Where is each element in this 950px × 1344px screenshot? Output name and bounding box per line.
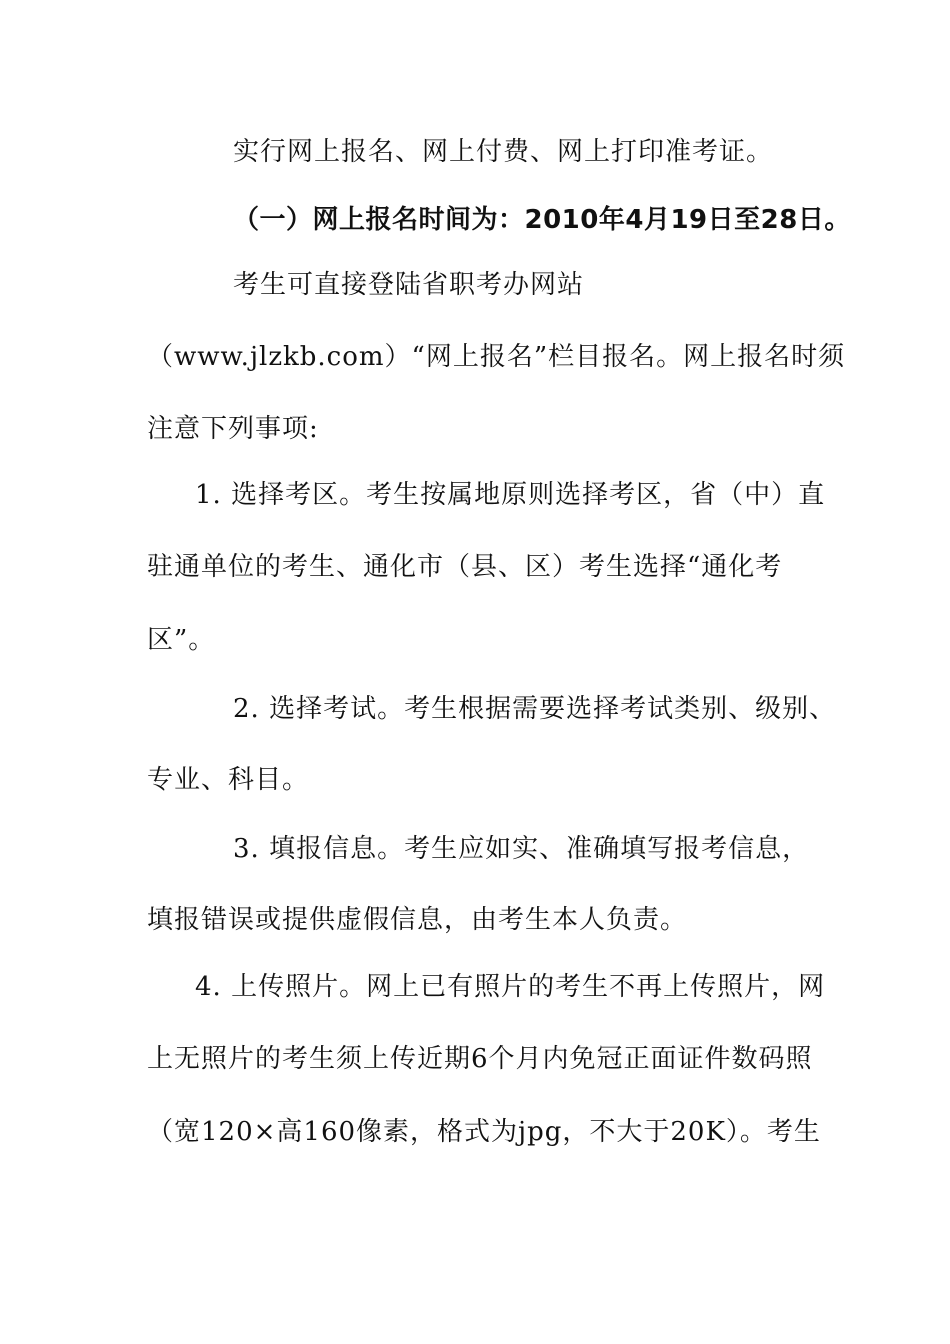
paragraph-line: （宽120×高160像素，格式为jpg，不大于20K）。考生 <box>147 1117 821 1147</box>
paragraph-line: 区”。 <box>147 625 216 655</box>
list-item-line: 3. 填报信息。考生应如实、准确填写报考信息， <box>233 834 810 864</box>
paragraph-line: 驻通单位的考生、通化市（县、区）考生选择“通化考 <box>147 552 783 582</box>
list-item-line: 4. 上传照片。网上已有照片的考生不再上传照片，网 <box>195 972 826 1002</box>
paragraph-line: 考生可直接登陆省职考办网站 <box>233 270 585 300</box>
section-heading: （一）网上报名时间为：2010年4月19日至28日。 <box>233 205 851 235</box>
paragraph-line: （www.jlzkb.com）“网上报名”栏目报名。网上报名时须 <box>147 342 846 372</box>
paragraph-line: 注意下列事项: <box>147 414 319 444</box>
list-item-line: 2. 选择考试。考生根据需要选择考试类别、级别、 <box>233 694 837 724</box>
paragraph-line: 填报错误或提供虚假信息，由考生本人负责。 <box>147 905 688 935</box>
list-item-line: 1. 选择考区。考生按属地原则选择考区，省（中）直 <box>195 480 826 510</box>
paragraph-line: 上无照片的考生须上传近期6个月内免冠正面证件数码照 <box>147 1044 813 1074</box>
paragraph-line: 实行网上报名、网上付费、网上打印准考证。 <box>233 137 774 167</box>
paragraph-line: 专业、科目。 <box>147 765 310 795</box>
